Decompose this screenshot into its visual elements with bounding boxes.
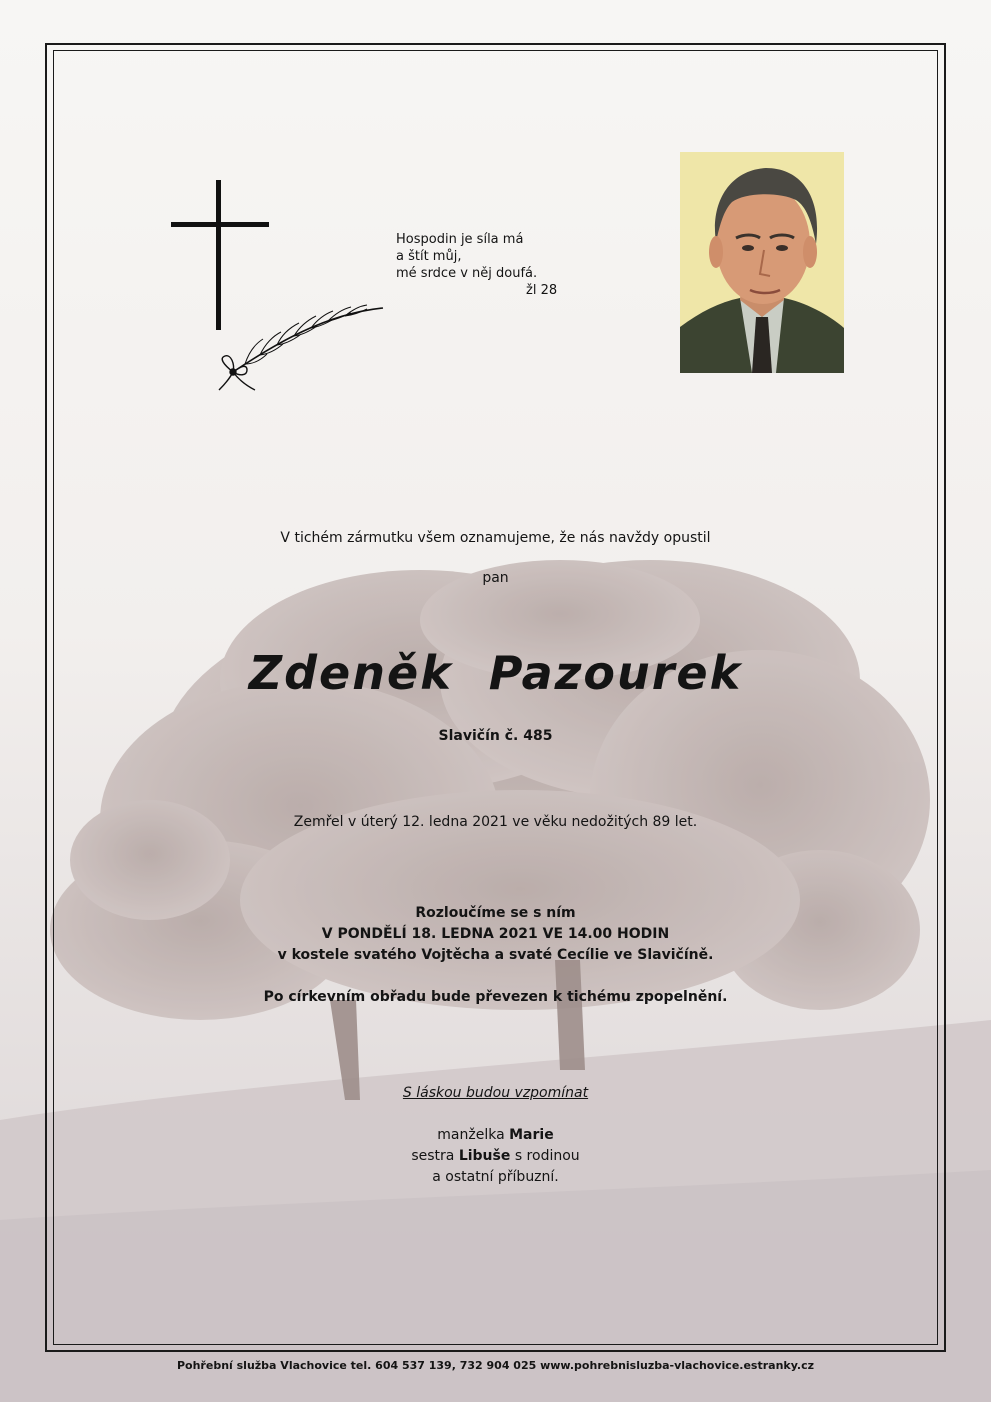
ceremony-details (0, 903, 991, 966)
sister-suffix: s rodinou (514, 1148, 580, 1164)
deceased-address: Slavičín č. 485 (438, 728, 553, 744)
cremation-note: Po církevním obřadu bude převezen k tichému zpopelnění. (263, 989, 728, 1005)
sister-name: Libuše (458, 1148, 511, 1164)
wife-name: Marie (509, 1127, 554, 1143)
mourners-heading: S láskou budou vzpomínat (402, 1085, 589, 1101)
funeral-service-footer: Pohřební služba Vlachovice tel. 604 537 139, 732 904 025 www.pohrebnisluzba-vlachovice.estranky.cz (176, 1359, 814, 1372)
sister-prefix: sestra (411, 1148, 455, 1164)
verse-reference: žl 28 (526, 283, 558, 298)
mourner-sister (0, 1146, 991, 1167)
death-notice: Zemřel v úterý 12. ledna 2021 ve věku nedožitých 89 let. (293, 814, 698, 830)
announcement-intro: V tichém zármutku všem oznamujeme, že nás navždy opustil (280, 530, 711, 546)
salutation: pan (482, 570, 509, 586)
ceremony-line-1: Rozloučíme se s ním (415, 905, 576, 921)
ceremony-line-2: V PONDĚLÍ 18. LEDNA 2021 VE 14.00 HODIN (321, 926, 670, 942)
deceased-name: Zdeněk Pazourek (248, 646, 743, 700)
ceremony-line-3: v kostele svatého Vojtěcha a svaté Cecílie ve Slavičíně. (277, 947, 714, 963)
mourner-others: a ostatní příbuzní. (432, 1169, 559, 1185)
mourners-list (0, 1125, 991, 1188)
bible-verse (396, 231, 576, 299)
deceased-portrait (680, 152, 844, 373)
mourner-wife (0, 1125, 991, 1146)
wife-prefix: manželka (437, 1127, 505, 1143)
verse-line-2: a štít můj, (396, 249, 462, 264)
verse-line-3: mé srdce v něj doufá. (396, 266, 538, 281)
verse-line-1: Hospodin je síla má (396, 232, 524, 247)
palm-branch-icon (215, 294, 387, 394)
